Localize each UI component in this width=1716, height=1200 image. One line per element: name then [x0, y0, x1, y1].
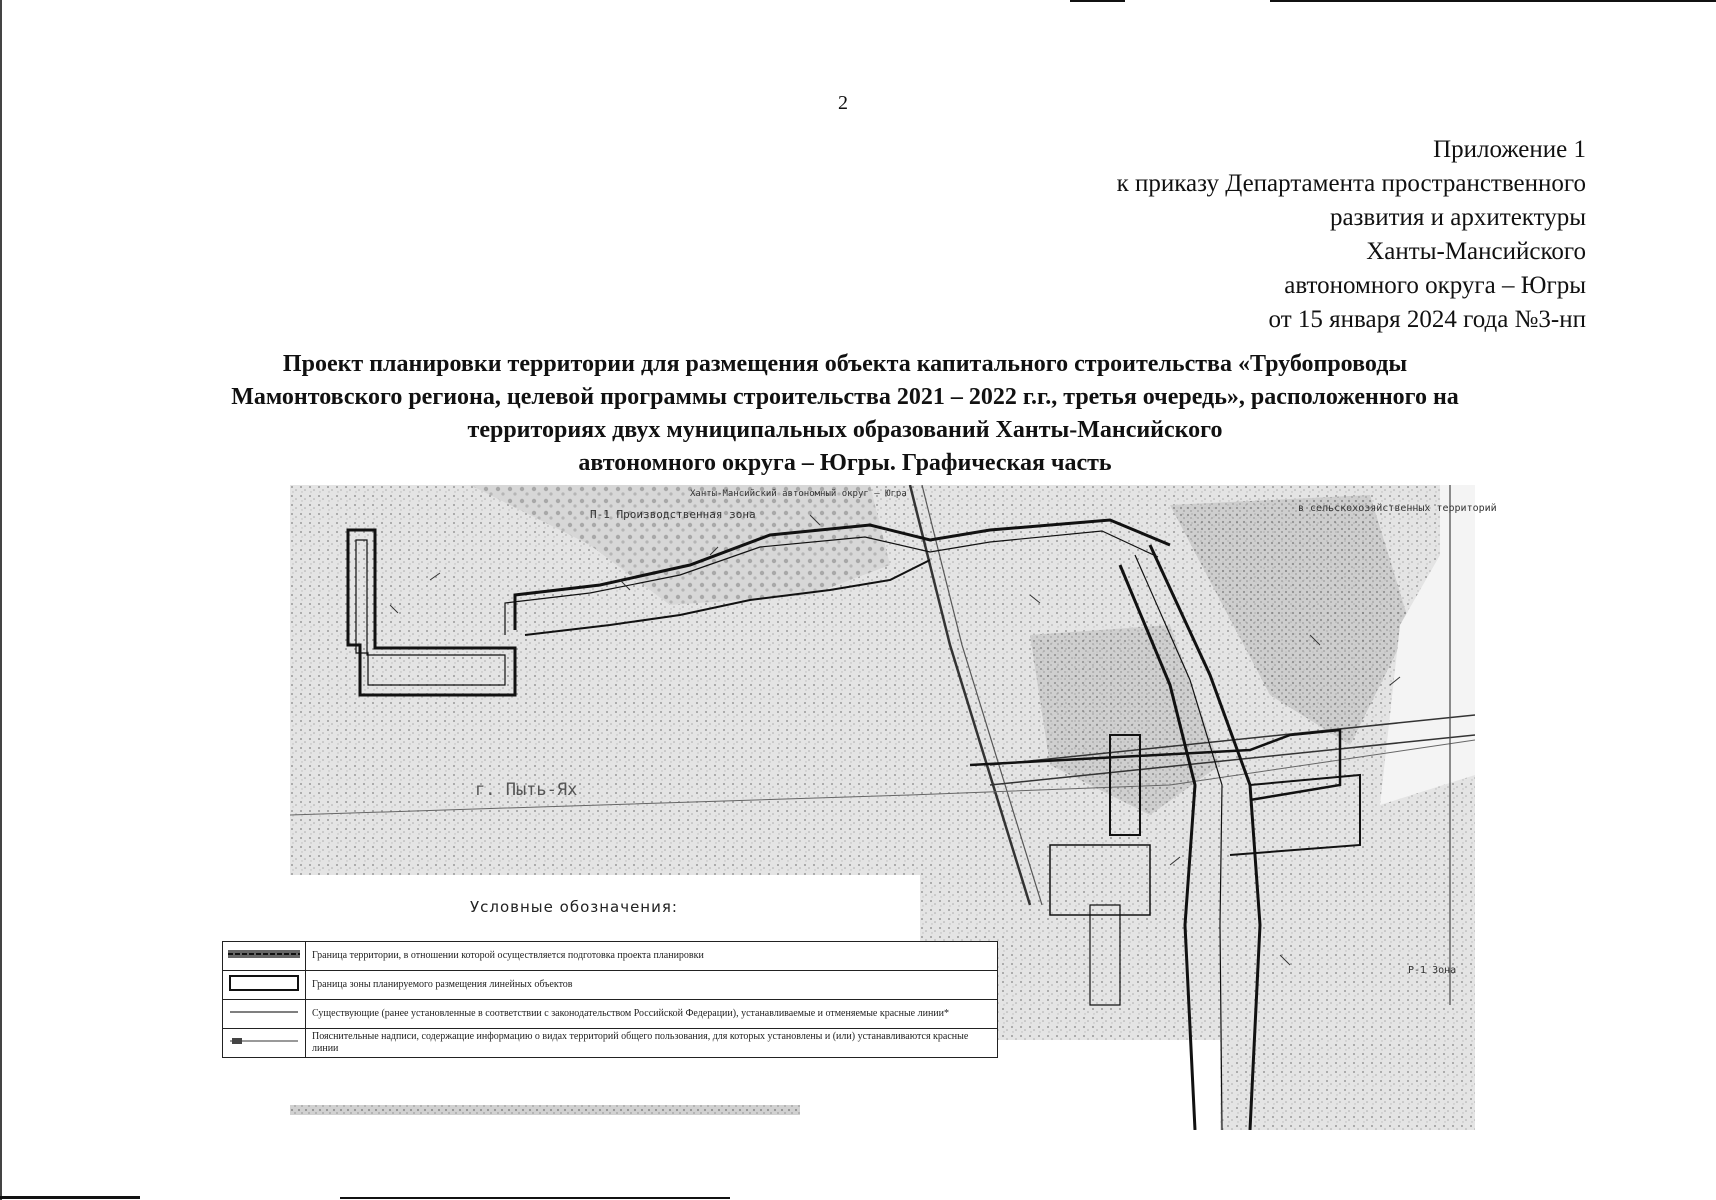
label-line-symbol: [226, 1036, 302, 1046]
map-label-right-zone: Р-1 Зона: [1408, 965, 1457, 976]
hatched-line-symbol: [226, 947, 302, 961]
title-line: автономного округа – Югры. Графическая часть: [578, 450, 1112, 476]
scan-edge-top: [1070, 0, 1125, 2]
title-line: Мамонтовского региона, целевой программы строительства 2021 – 2022 г.г., третья очередь», расположенного на: [231, 384, 1459, 410]
appendix-line: Приложение 1: [1433, 136, 1586, 163]
appendix-line: Ханты-Мансийского: [1366, 238, 1586, 265]
scan-edge-top: [1270, 0, 1716, 2]
scan-edge-bottom: [0, 1196, 140, 1199]
legend-symbol-explanatory-labels: [223, 1029, 306, 1058]
scan-edge-left: [0, 0, 2, 1200]
legend-row: [223, 942, 998, 971]
rectangle-symbol: [226, 973, 302, 993]
page-number: 2: [838, 92, 848, 114]
legend-row: [223, 1000, 998, 1029]
document-title: [120, 348, 1570, 480]
appendix-line: от 15 января 2024 года №3-нп: [1268, 306, 1586, 333]
legend-table: [222, 941, 998, 1058]
legend-row: [223, 1029, 998, 1058]
map-label-okrug: Ханты-Мансийский автономный округ – Югра: [690, 489, 907, 499]
appendix-line: автономного округа – Югры: [1284, 272, 1586, 299]
map-label-zone: П-1 Производственная зона: [590, 508, 756, 521]
legend-row: [223, 971, 998, 1000]
legend-symbol-red-lines: [223, 1000, 306, 1029]
legend-title: Условные обозначения:: [470, 898, 678, 916]
appendix-header: [1117, 133, 1586, 337]
legend-text: Граница территории, в отношении которой осуществляется подготовка проекта планировки: [306, 942, 998, 971]
appendix-line: развития и архитектуры: [1329, 204, 1586, 231]
appendix-line: к приказу Департамента пространственного: [1116, 170, 1586, 197]
legend-text: Пояснительные надписи, содержащие информацию о видах территорий общего пользования, для которых установлены и (или) устанавливаются красные линии: [306, 1029, 998, 1058]
thin-line-symbol: [226, 1007, 302, 1017]
map-label-top-right: в сельскохозяйственных территорий: [1298, 503, 1497, 514]
legend-text: Граница зоны планируемого размещения линейных объектов: [306, 971, 998, 1000]
legend-symbol-zone-boundary: [223, 971, 306, 1000]
map-label-city: г. Пыть-Ях: [475, 780, 578, 800]
scan-noise: [290, 1105, 800, 1115]
legend-text: Существующие (ранее установленные в соответствии с законодательством Российской Федерации), устанавливаемые и отменяемые красные линии*: [306, 1000, 998, 1029]
scan-edge-bottom: [340, 1197, 730, 1199]
title-line: Проект планировки территории для размещения объекта капитального строительства «Трубопроводы: [282, 351, 1408, 377]
title-line: территориях двух муниципальных образований Ханты-Мансийского: [467, 417, 1223, 443]
legend-symbol-territory-boundary: [223, 942, 306, 971]
